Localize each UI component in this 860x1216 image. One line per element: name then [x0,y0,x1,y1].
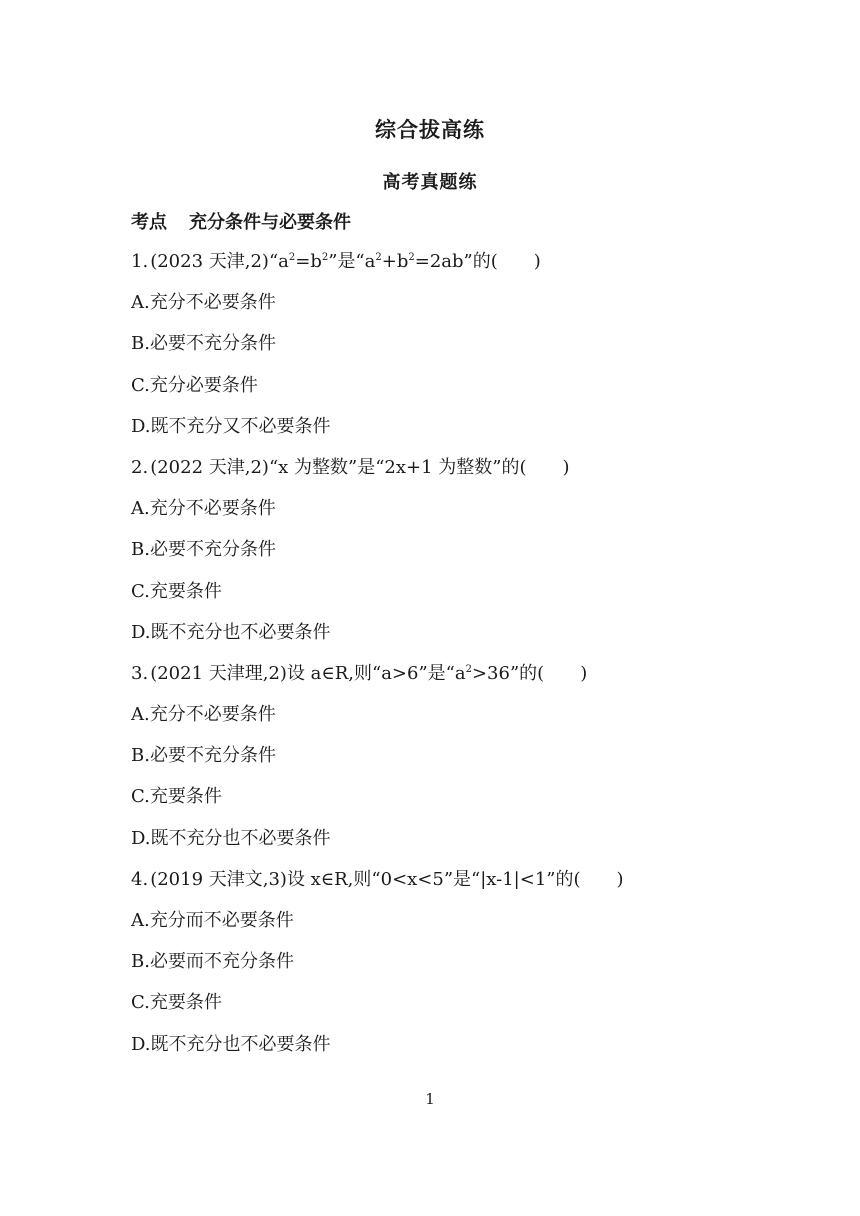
option-c: C.充要条件 [131,786,222,808]
stem-text: ) [580,662,588,684]
section-label: 考点 [131,212,167,233]
stem-text: ) [616,868,624,890]
question-list [131,248,771,1072]
exponent: 2 [375,252,382,263]
stem-text: ) [533,251,541,272]
stem-text: 设 x∈R,则“0<x<5”是“|x-1|<1”的( [286,868,581,890]
question-stem [131,660,771,701]
option-b: B.必要而不充分条件 [131,951,294,973]
option-a: A.充分不必要条件 [131,498,276,520]
option-d: D.既不充分也不必要条件 [131,827,331,849]
exponent: 2 [408,252,415,263]
question-stem [131,454,771,495]
option-b: B.必要不充分条件 [131,333,276,355]
option-a: A.充分不必要条件 [131,292,276,314]
stem-text: ) [562,456,570,478]
option-c: C.充分必要条件 [131,374,258,396]
question-source: (2021 天津理,2) [150,662,287,684]
exponent: 2 [288,252,296,263]
question-source: (2022 天津,2) [150,456,269,478]
stem-text: >36”的( [471,662,545,684]
stem-text: =b [295,251,322,272]
option-c: C.充要条件 [131,580,222,602]
option-b: B.必要不充分条件 [131,745,276,767]
option-d: D.既不充分又不必要条件 [131,415,331,437]
question-source: (2023 天津,2) [150,251,269,272]
question-stem [131,248,771,289]
stem-text: ”是“a [328,251,376,272]
question-stem [131,866,771,907]
question-number: 1. [131,251,149,272]
stem-text: +b [381,251,409,272]
page-subtitle: 高考真题练 [382,172,478,193]
option-a: A.充分不必要条件 [131,704,276,726]
option-a: A.充分而不必要条件 [131,910,294,931]
exponent: 2 [465,663,472,675]
page-title: 综合拔高练 [375,118,485,142]
stem-text: “x 为整数”是“2x+1 为整数”的( [268,456,527,478]
page-number: 1 [425,1090,435,1108]
question-source: (2019 天津文,3) [150,868,287,890]
option-b: B.必要不充分条件 [131,539,276,561]
question-number: 2. [131,456,149,478]
section-name: 充分条件与必要条件 [189,212,351,233]
exponent: 2 [321,252,329,263]
option-d: D.既不充分也不必要条件 [131,621,331,643]
question-number: 4. [131,868,149,890]
stem-text: 设 a∈R,则“a>6”是“a [286,662,466,684]
option-c: C.充要条件 [131,992,222,1014]
stem-text: =2ab”的( [414,251,498,272]
section-heading [131,208,351,234]
stem-text: “a [268,251,289,272]
question-number: 3. [131,662,149,684]
option-d: D.既不充分也不必要条件 [131,1033,331,1055]
